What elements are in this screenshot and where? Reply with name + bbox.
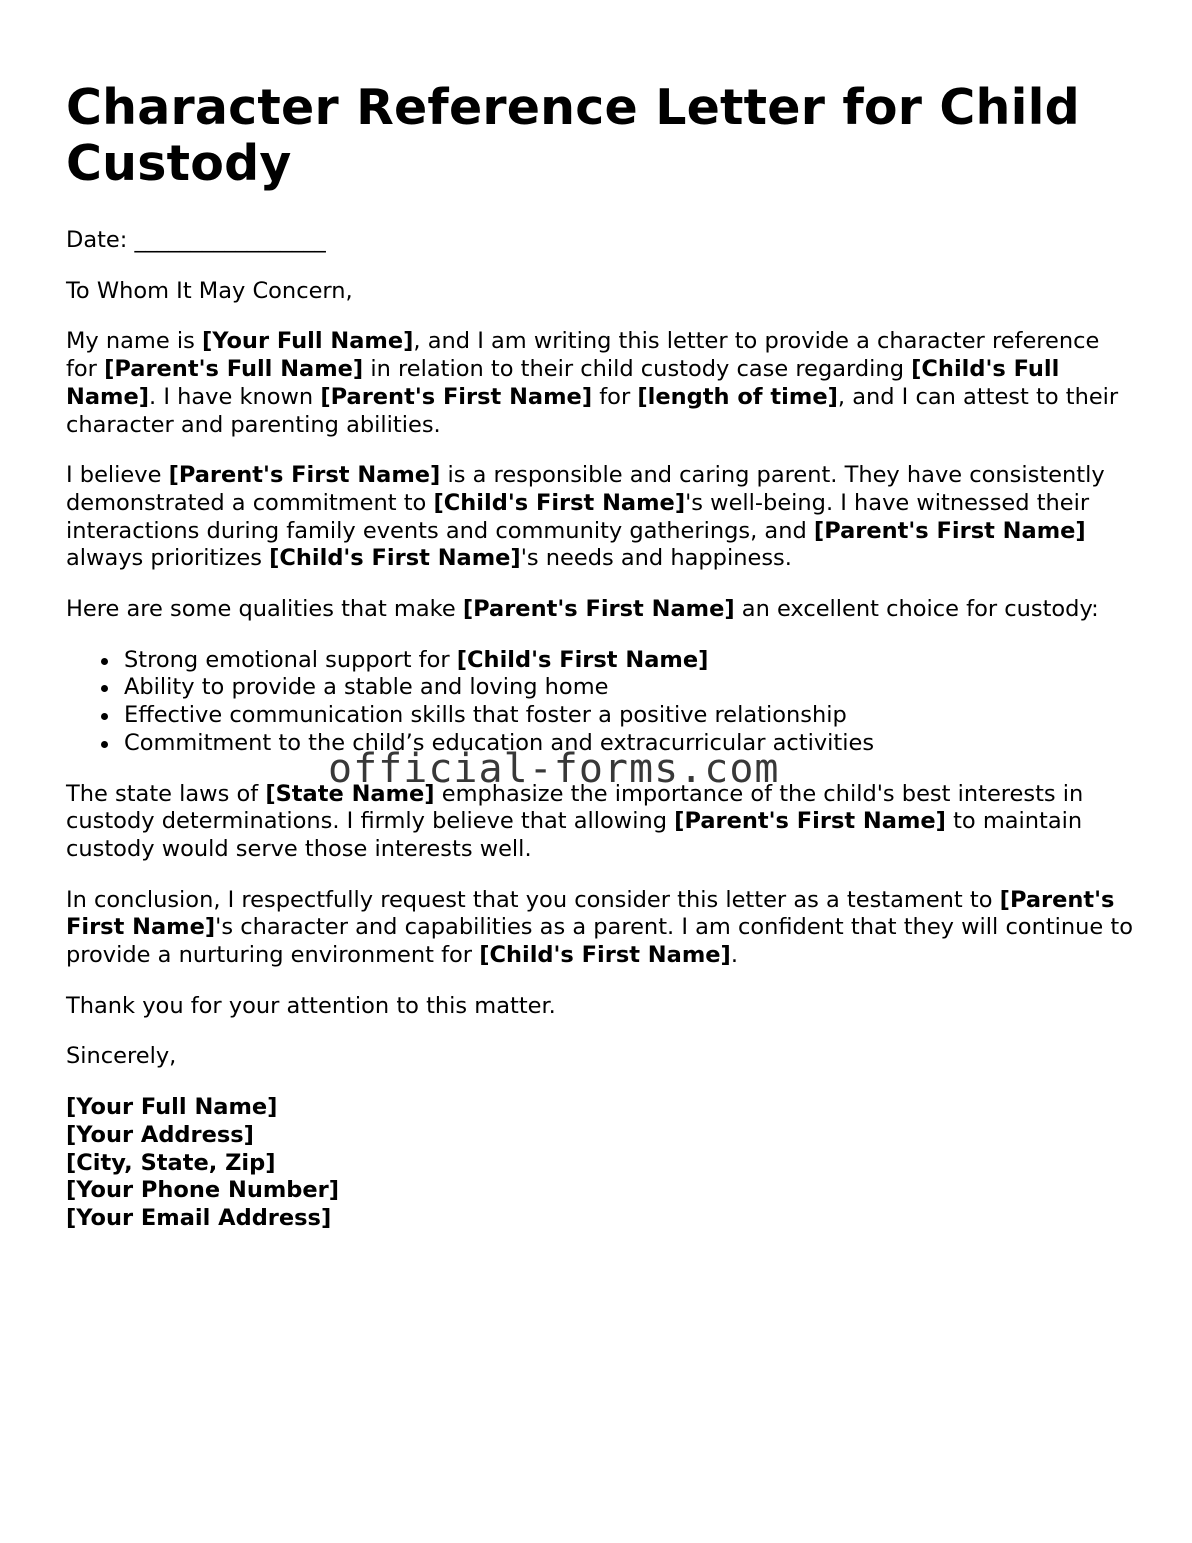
qualities-intro-paragraph: Here are some qualities that make [Parent's First Name] an excellent choice for custody: bbox=[66, 596, 1099, 623]
intro-paragraph: My name is [Your Full Name], and I am writing this letter to provide a character reference for [Parent's Full Name] in relation to their child custody case regarding [Child's Full Name]. I have known [Parent's First Name] for [length of time], and I can attest to their character and parenting abilities. bbox=[66, 328, 1119, 438]
letter-title: Character Reference Letter for Child Custody bbox=[66, 79, 1080, 192]
placeholder-parent-first-name: [Parent's First Name] bbox=[168, 462, 441, 489]
qualities-list bbox=[66, 647, 1136, 758]
signature-block bbox=[66, 1094, 1136, 1233]
signature-city: [City, State, Zip] bbox=[66, 1149, 276, 1176]
watermark: official-forms.com bbox=[328, 746, 780, 792]
placeholder-parent-first-name: [Parent's First Name] bbox=[813, 517, 1086, 544]
list-item: Commitment to the child’s education and extracurricular activities bbox=[124, 730, 1136, 758]
salutation: To Whom It May Concern, bbox=[66, 277, 353, 304]
placeholder-parent-first-name: [Parent's First Name] bbox=[462, 596, 735, 623]
list-item: Strong emotional support for [Child's First Name] bbox=[124, 647, 1136, 675]
state-laws-paragraph: The state laws of [State Name] emphasize the importance of the child's best interests in custody determinations. I firmly believe that allowing [Parent's First Name] to maintain custody would serve those interests well. bbox=[66, 780, 1084, 862]
belief-paragraph: I believe [Parent's First Name] is a responsible and caring parent. They have consistently demonstrated a commitment to [Child's First Name]'s well-being. I have witnessed their interactions during family events and community gatherings, and [Parent's First Name] always prioritizes [Child's First Name]'s needs and happiness. bbox=[66, 462, 1105, 572]
placeholder-parent-first-name: [Parent's First Name] bbox=[674, 808, 946, 835]
placeholder-parent-first-name: [Parent's First Name] bbox=[66, 886, 1115, 941]
letter-page bbox=[66, 80, 1136, 1233]
placeholder-child-full-name: [Child's Full Name] bbox=[66, 356, 1060, 410]
conclusion-paragraph: In conclusion, I respectfully request that you consider this letter as a testament to [Parent's First Name]'s character and capabilities as a parent. I am confident that they will continue to provide a nurturing environment for [Child's First Name]. bbox=[66, 886, 1134, 969]
signature-address: [Your Address] bbox=[66, 1121, 254, 1148]
list-item: Effective communication skills that foster a positive relationship bbox=[124, 702, 1136, 730]
placeholder-your-full-name: [Your Full Name] bbox=[201, 328, 414, 355]
closing-line: Sincerely, bbox=[66, 1043, 177, 1070]
placeholder-child-first-name: [Child's First Name] bbox=[456, 646, 709, 673]
date-line: Date: _________________ bbox=[66, 227, 326, 253]
signature-email: [Your Email Address] bbox=[66, 1204, 332, 1231]
placeholder-parent-full-name: [Parent's Full Name] bbox=[104, 356, 364, 383]
placeholder-state-name: [State Name] bbox=[265, 780, 435, 807]
signature-phone: [Your Phone Number] bbox=[66, 1177, 340, 1204]
placeholder-child-first-name: [Child's First Name] bbox=[479, 942, 731, 969]
placeholder-child-first-name: [Child's First Name] bbox=[269, 545, 521, 572]
thanks-line: Thank you for your attention to this matter. bbox=[66, 992, 556, 1019]
list-item: Ability to provide a stable and loving home bbox=[124, 674, 1136, 702]
placeholder-child-first-name: [Child's First Name] bbox=[433, 489, 686, 516]
placeholder-length-of-time: [length of time] bbox=[637, 383, 838, 410]
placeholder-parent-first-name: [Parent's First Name] bbox=[320, 383, 593, 410]
signature-name: [Your Full Name] bbox=[66, 1094, 278, 1121]
